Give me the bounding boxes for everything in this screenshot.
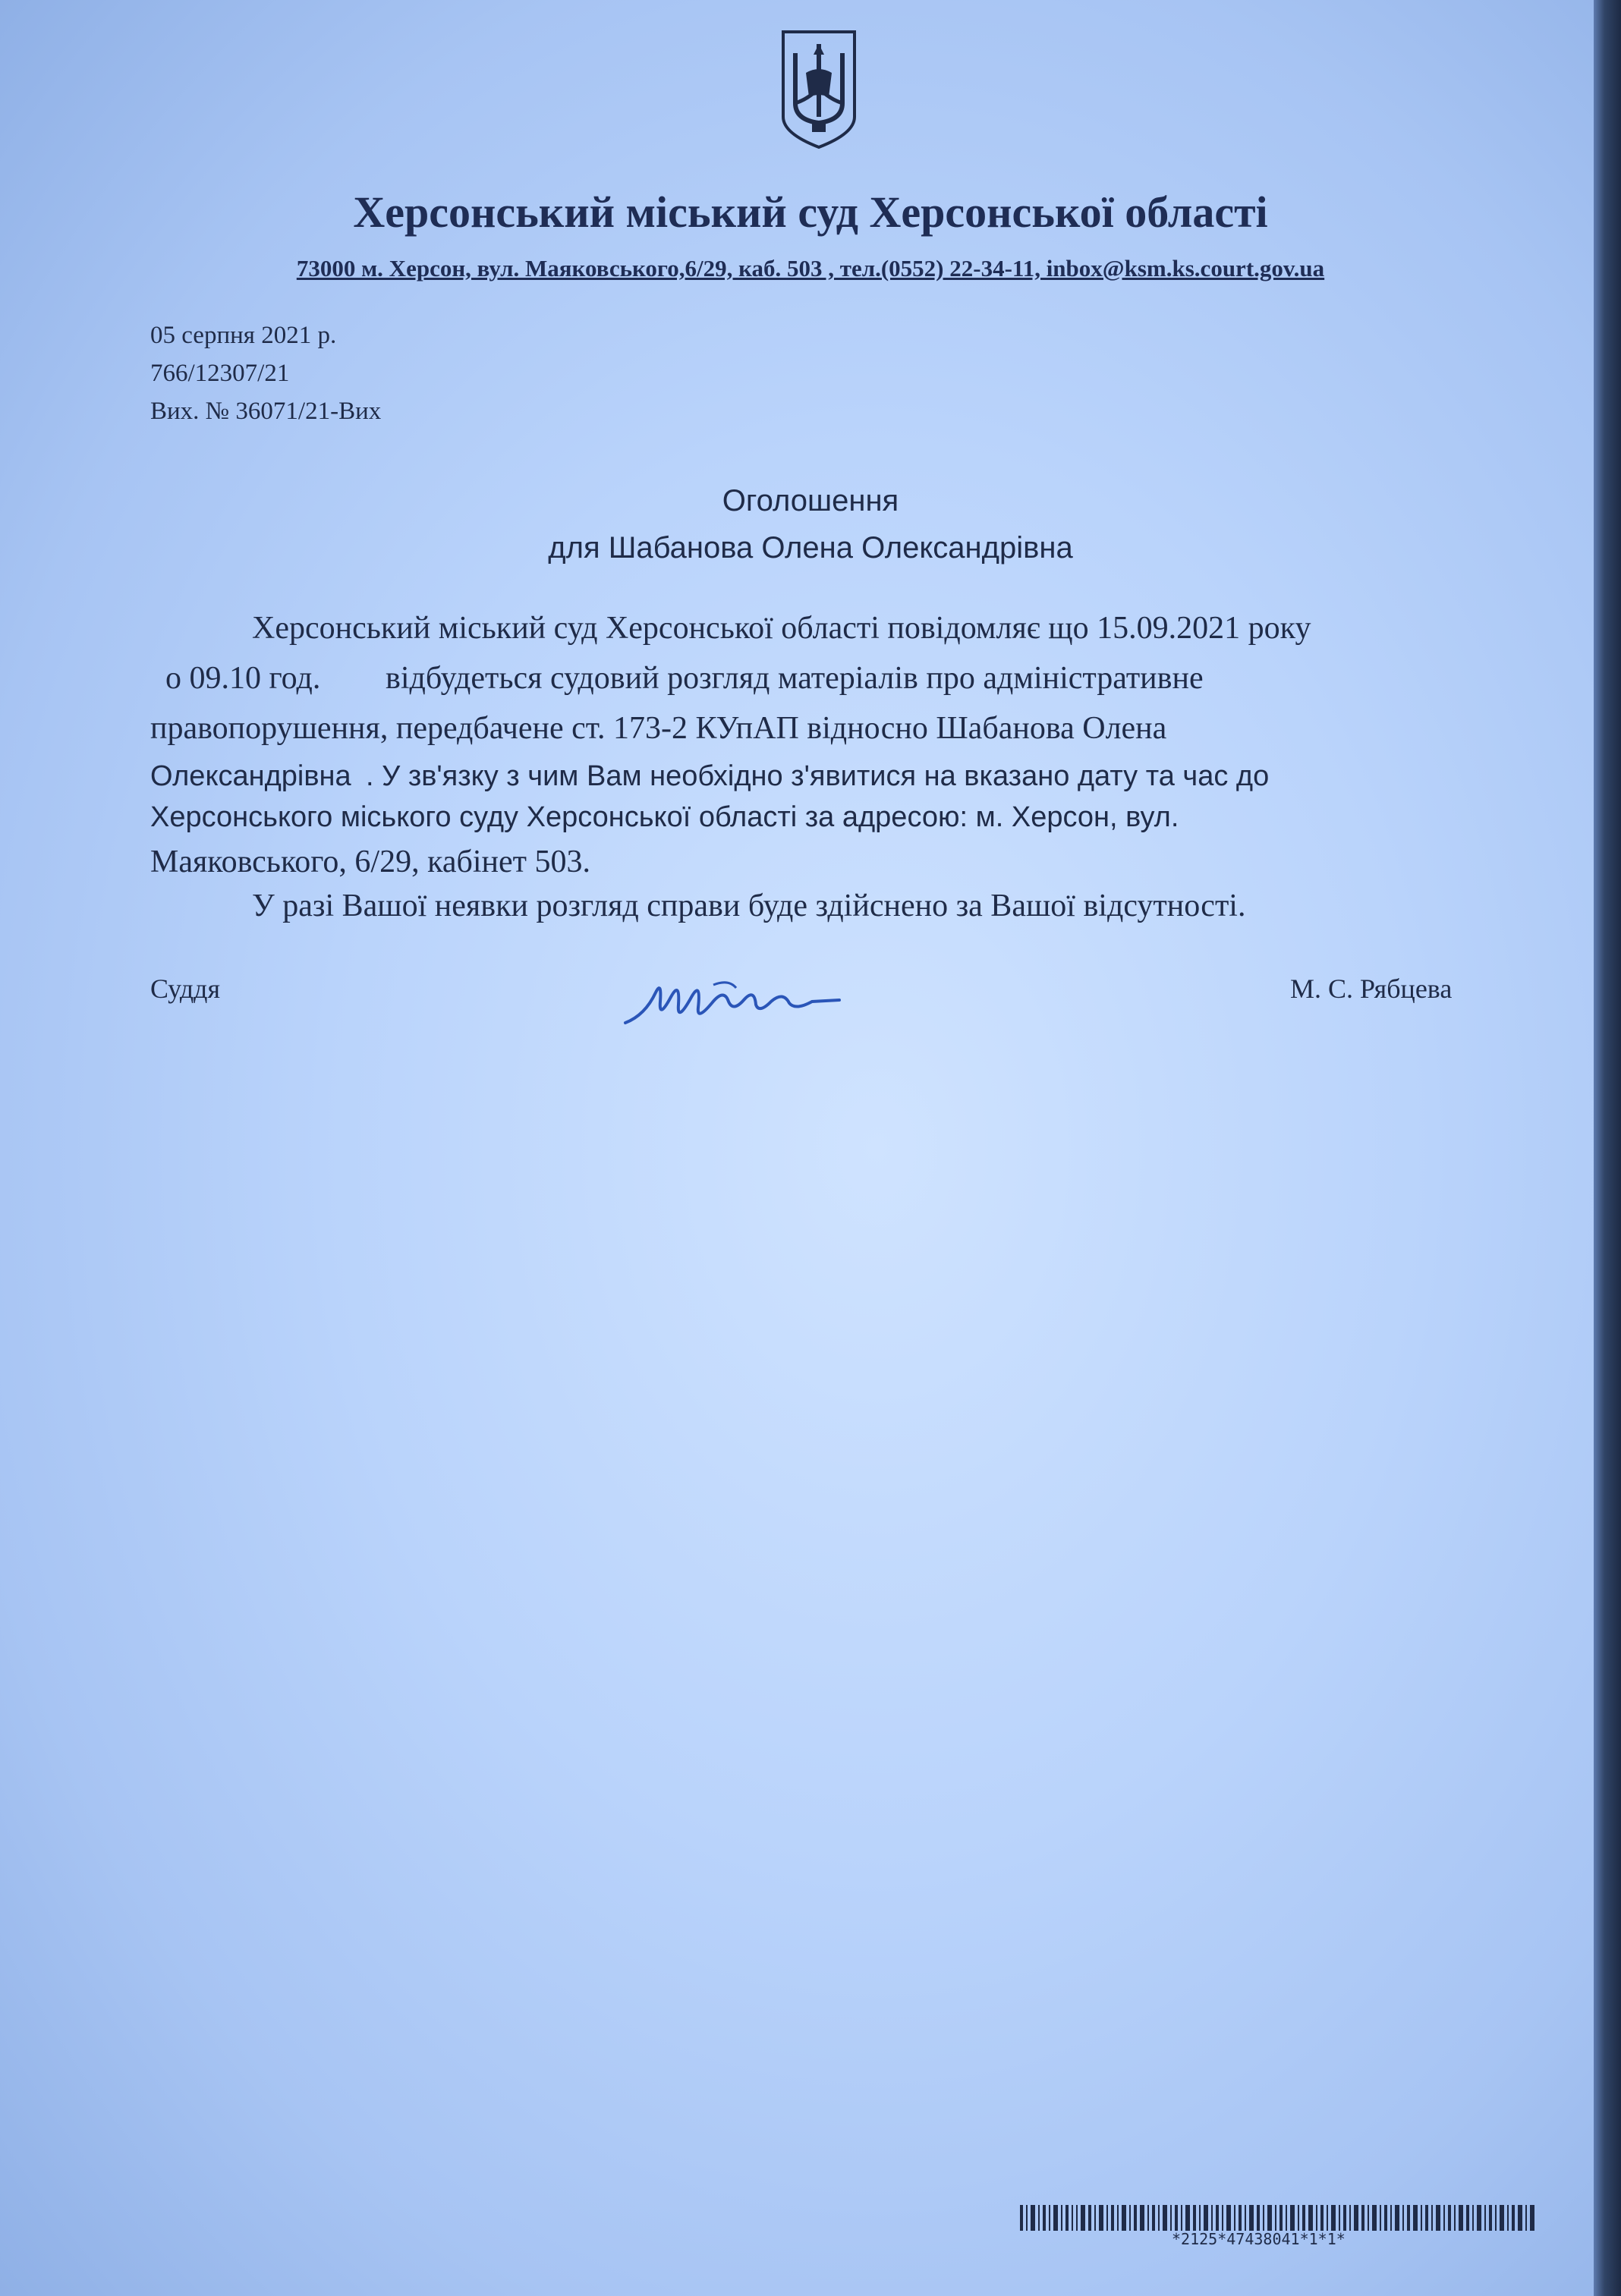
announcement-title: Оголошення (722, 484, 899, 517)
outgoing-number: Вих. № 36071/21-Вих (150, 398, 382, 425)
trident-emblem-icon (779, 27, 859, 150)
court-title: Херсонський міський суд Херсонської області (353, 187, 1268, 237)
body-line-4: . У зв'язку з чим Вам необхідно з'явитися на вказано дату та час до (366, 760, 1270, 792)
barcode (1020, 2205, 1536, 2231)
body-line-4-name: Олександрівна (150, 760, 351, 792)
body-line-1: Херсонський міський суд Херсонської області повідомляє що 15.09.2021 року (252, 611, 1311, 646)
court-address: 73000 м. Херсон, вул. Маяковського,6/29, каб. 503 , тел.(0552) 22-34-11, inbox@ksm.ks.court.gov.ua (296, 255, 1325, 281)
handwritten-signature (622, 962, 842, 1030)
body-line-5: Херсонського міського суду Херсонської області за адресою: м. Херсон, вул. (150, 801, 1179, 833)
judge-name: М. С. Рябцева (1290, 973, 1453, 1004)
barcode-number: *2125*47438041*1*1* (1172, 2230, 1346, 2248)
case-number: 766/12307/21 (150, 360, 290, 387)
body-line-2-time: о 09.10 год. (165, 661, 321, 696)
body-line-6: Маяковського, 6/29, кабінет 503. (150, 844, 591, 879)
sheet-edge-shadow (1594, 0, 1621, 2296)
body-line-7: У разі Вашої неявки розгляд справи буде здійснено за Вашої відсутності. (252, 889, 1246, 923)
body-line-2: відбудеться судовий розгляд матеріалів про адміністративне (386, 661, 1204, 696)
announcement-recipient: для Шабанова Олена Олександрівна (548, 531, 1073, 565)
body-line-3: правопорушення, передбачене ст. 173-2 КУпАП відносно Шабанова Олена (150, 711, 1167, 746)
document-date: 05 серпня 2021 р. (150, 322, 337, 349)
signature-label: Суддя (150, 973, 221, 1004)
